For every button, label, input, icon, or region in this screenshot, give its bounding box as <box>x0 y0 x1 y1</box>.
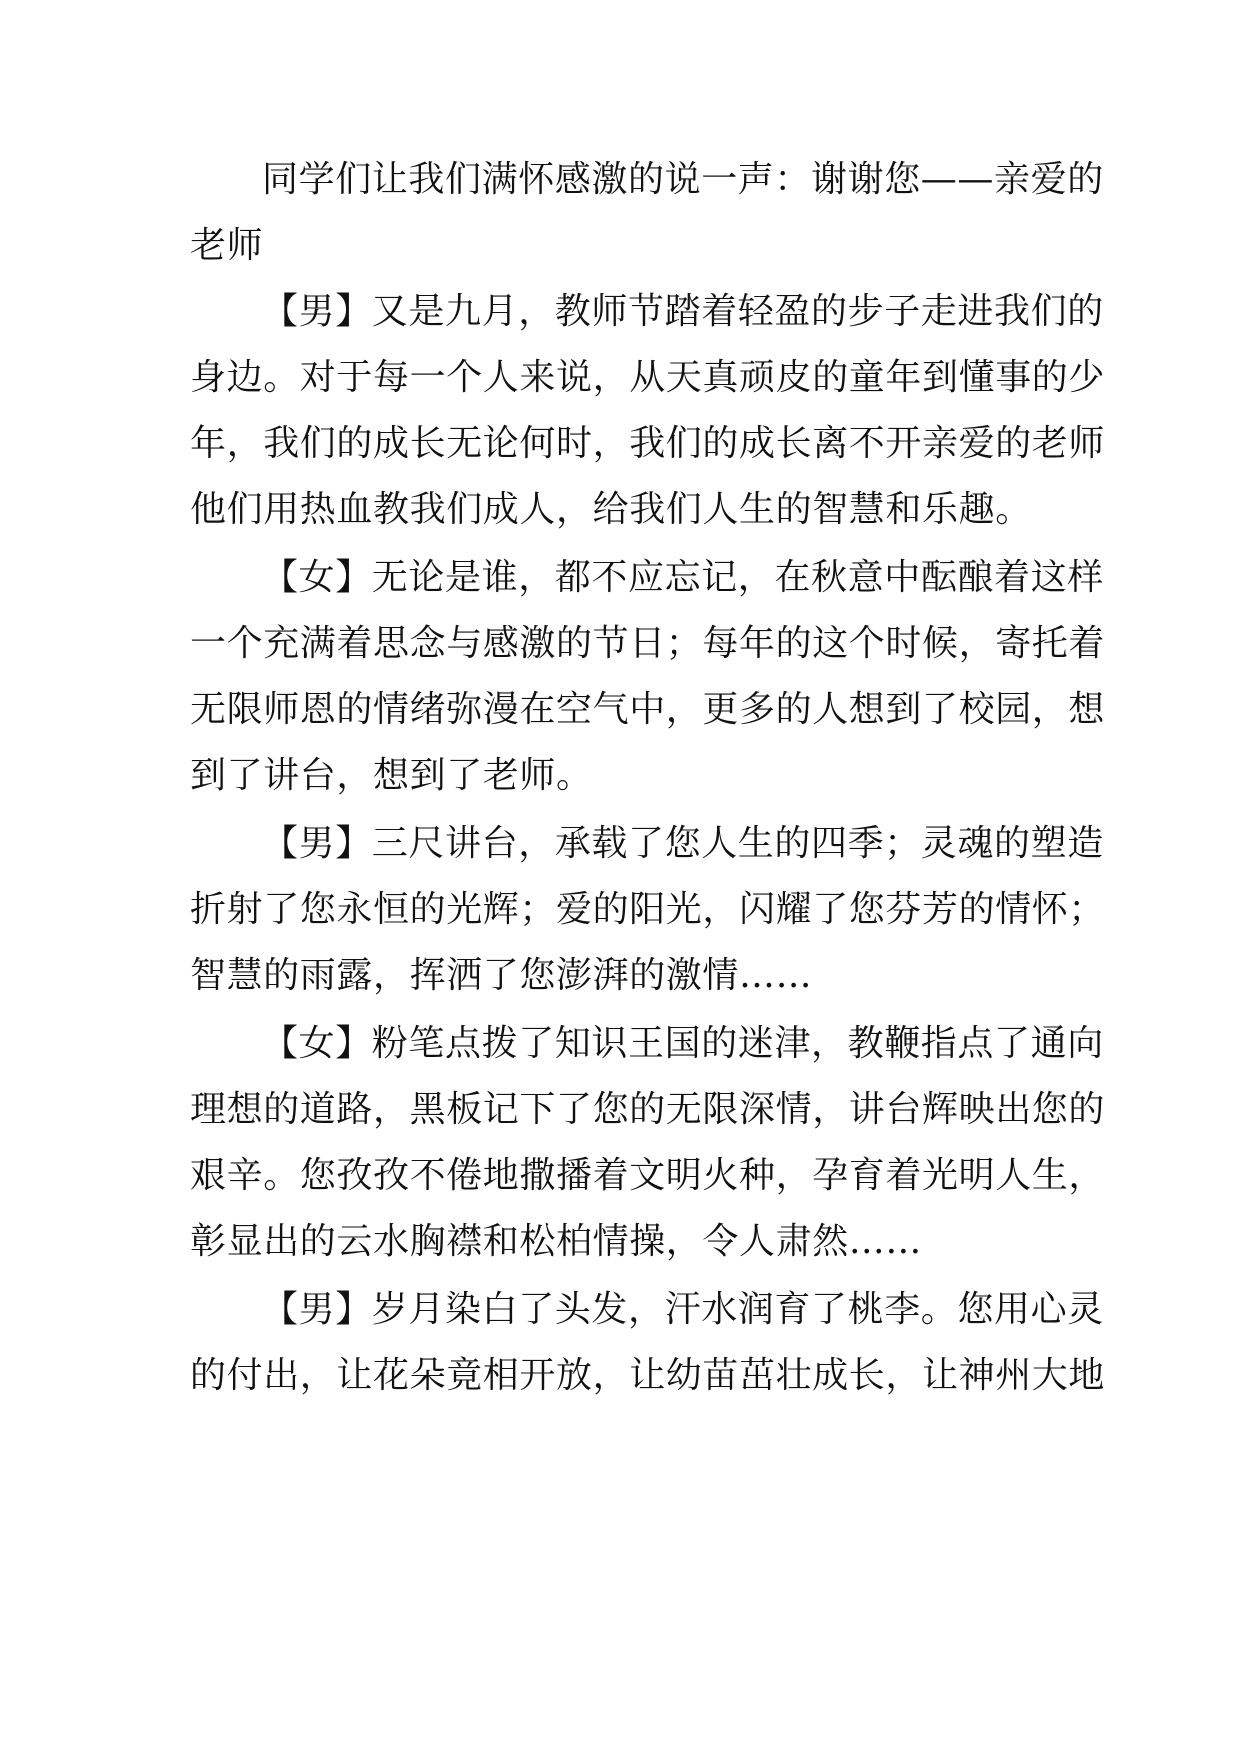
text-line: 【女】无论是谁，都不应忘记，在秋意中酝酿着这样 <box>262 557 1104 598</box>
text-line: 身边。对于每一个人来说，从天真顽皮的童年到懂事的少 <box>190 357 1106 398</box>
text-line: 【男】岁月染白了头发，汗水润育了桃李。您用心灵 <box>262 1289 1104 1330</box>
text-line: 无限师恩的情绪弥漫在空气中，更多的人想到了校园，想 <box>190 689 1106 730</box>
text-line: 他们用热血教我们成人，给我们人生的智慧和乐趣。 <box>190 489 1032 530</box>
text-line: 老师 <box>190 225 264 266</box>
text-line: 到了讲台，想到了老师。 <box>190 755 593 796</box>
text-line: 一个充满着思念与感激的节日；每年的这个时候，寄托着 <box>190 623 1106 664</box>
text-line: 【男】又是九月，教师节踏着轻盈的步子走进我们的 <box>262 291 1104 332</box>
text-line: 年，我们的成长无论何时，我们的成长离不开亲爱的老师 <box>190 423 1106 464</box>
text-line: 彰显出的云水胸襟和松柏情操，令人肃然…… <box>190 1221 923 1262</box>
text-line: 【女】粉笔点拨了知识王国的迷津，教鞭指点了通向 <box>262 1023 1104 1064</box>
text-line: 同学们让我们满怀感激的说一声：谢谢您——亲爱的 <box>262 159 1104 200</box>
text-line: 折射了您永恒的光辉；爱的阳光，闪耀了您芬芳的情怀； <box>190 889 1106 930</box>
text-line: 智慧的雨露，挥洒了您澎湃的激情…… <box>190 955 813 996</box>
text-line: 的付出，让花朵竟相开放，让幼苗茁壮成长，让神州大地 <box>190 1355 1106 1396</box>
text-line: 【男】三尺讲台，承载了您人生的四季；灵魂的塑造 <box>262 823 1104 864</box>
text-line: 艰辛。您孜孜不倦地撒播着文明火种，孕育着光明人生， <box>190 1155 1106 1196</box>
text-line: 理想的道路，黑板记下了您的无限深情，讲台辉映出您的 <box>190 1089 1106 1130</box>
